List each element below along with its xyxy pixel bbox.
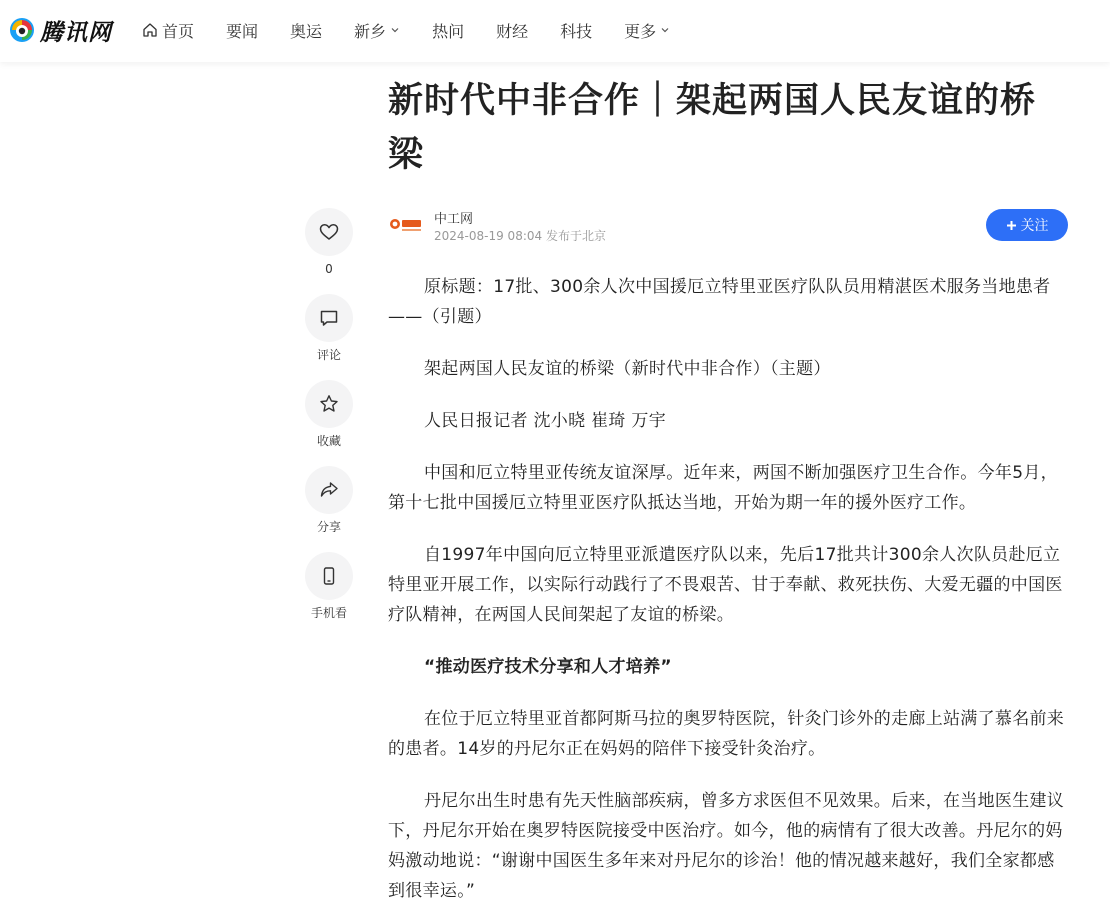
nav-label: 热问 — [432, 21, 465, 41]
star-icon — [318, 393, 340, 415]
share-label: 分享 — [316, 520, 341, 534]
article-paragraph: 自1997年中国向厄立特里亚派遣医疗队以来，先后17批共计300余人次队员赴厄立特里亚开展工作，以实际行动践行了不畏艰苦、甘于奉献、救死扶伤、大爱无疆的中国医疗队精神，在两国人民间架起了友谊的桥梁。 — [388, 545, 1063, 625]
favorite-action[interactable] — [304, 380, 354, 448]
nav-item-finance[interactable] — [496, 19, 528, 42]
comment-label: 评论 — [316, 348, 341, 362]
author-bar — [388, 206, 1070, 246]
chevron-down-icon — [390, 25, 400, 35]
follow-label: 关注 — [1020, 218, 1049, 234]
nav-item-home[interactable] — [142, 19, 194, 42]
nav-label: 奥运 — [290, 21, 323, 41]
article-paragraph: 在位于厄立特里亚首都阿斯马拉的奥罗特医院，针灸门诊外的走廊上站满了慕名前来的患者。14岁的丹尼尔正在妈妈的陪伴下接受针灸治疗。 — [388, 709, 1065, 759]
nav-label: 首页 — [162, 21, 195, 41]
heart-icon — [318, 221, 340, 243]
phone-icon — [318, 565, 340, 587]
nav-item-olympics[interactable] — [290, 19, 322, 42]
favorite-label: 收藏 — [316, 434, 341, 448]
article-paragraph: 原标题：17批、300余人次中国援厄立特里亚医疗队队员用精湛医术服务当地患者——（引题） — [388, 277, 1051, 327]
top-navbar — [0, 0, 1110, 62]
main-nav — [142, 0, 702, 60]
mobile-view-label: 手机看 — [310, 606, 347, 620]
share-icon — [318, 479, 340, 501]
chevron-down-icon — [660, 25, 670, 35]
nav-label: 财经 — [496, 21, 529, 41]
nav-label: 更多 — [624, 21, 657, 41]
home-icon — [142, 22, 158, 38]
mobile-view-button[interactable] — [305, 552, 353, 600]
article-paragraph: 人民日报记者 沈小晓 崔琦 万宇 — [424, 411, 667, 431]
like-action[interactable] — [304, 208, 354, 276]
nav-label: 科技 — [560, 21, 593, 41]
mobile-view-action[interactable] — [304, 552, 354, 620]
like-button[interactable] — [305, 208, 353, 256]
share-action[interactable] — [304, 466, 354, 534]
article-paragraph: 架起两国人民友谊的桥梁（新时代中非合作）（主题） — [424, 359, 831, 379]
share-button[interactable] — [305, 466, 353, 514]
nav-item-news[interactable] — [226, 19, 258, 42]
comment-action[interactable] — [304, 294, 354, 362]
article-paragraph: 中国和厄立特里亚传统友谊深厚。近年来，两国不断加强医疗卫生合作。今年5月，第十七批中国援厄立特里亚医疗队抵达当地，开始为期一年的援外医疗工作。 — [388, 463, 1058, 513]
article-subheading: “推动医疗技术分享和人才培养” — [424, 657, 672, 677]
nav-item-xinxiang[interactable] — [354, 19, 400, 42]
article-title: 新时代中非合作｜架起两国人民友谊的桥梁 — [388, 81, 1037, 175]
article-paragraph: 丹尼尔出生时患有先天性脑部疾病，曾多方求医但不见效果。后来，在当地医生建议下，丹尼尔开始在奥罗特医院接受中医治疗。如今，他的病情有了很大改善。丹尼尔的妈妈激动地说：“谢谢中国医生多年来对丹尼尔的诊治！他的情况越来越好，我们全家都感到很幸运。” — [388, 791, 1065, 901]
favorite-button[interactable] — [305, 380, 353, 428]
logo-text: 腾讯网 — [40, 19, 112, 46]
nav-label: 要闻 — [226, 21, 259, 41]
nav-item-tech[interactable] — [560, 19, 592, 42]
media-logo-icon — [389, 214, 423, 236]
article-body — [388, 272, 1068, 920]
tencent-logo-icon — [8, 16, 36, 44]
comment-button[interactable] — [305, 294, 353, 342]
follow-button[interactable] — [986, 209, 1068, 241]
site-logo[interactable] — [8, 12, 112, 48]
nav-label: 新乡 — [354, 21, 387, 41]
plus-icon — [1006, 220, 1017, 231]
like-count: 0 — [325, 262, 333, 276]
side-action-bar — [304, 208, 354, 638]
author-name[interactable]: 中工网 — [434, 212, 474, 227]
publish-meta: 2024-08-19 08:04 发布于北京 — [434, 229, 606, 243]
nav-item-hot-questions[interactable] — [432, 19, 464, 42]
nav-item-more[interactable] — [624, 19, 670, 42]
author-avatar[interactable] — [388, 210, 424, 240]
comment-icon — [318, 307, 340, 329]
